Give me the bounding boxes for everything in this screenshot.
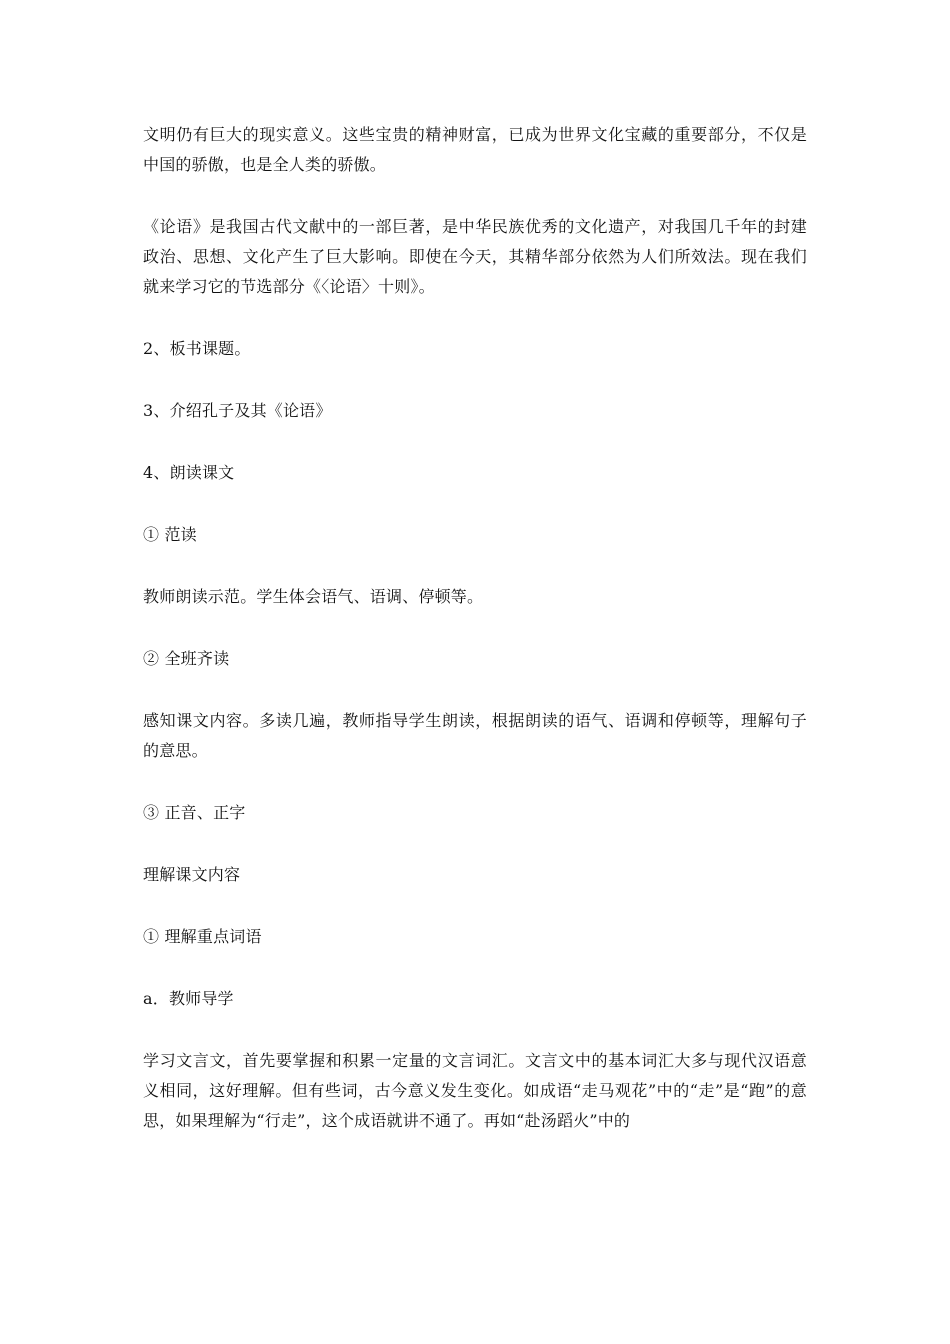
paragraph-4: 3、介绍孔子及其《论语》 xyxy=(143,401,332,420)
paragraph-3: 2、板书课题。 xyxy=(143,339,251,358)
paragraph-8: ② 全班齐读 xyxy=(143,649,230,668)
paragraph-12: ① 理解重点词语 xyxy=(143,927,262,946)
document-body xyxy=(143,120,807,1136)
paragraph-7: 教师朗读示范。学生体会语气、语调、停顿等。 xyxy=(143,587,484,606)
paragraph-11: 理解课文内容 xyxy=(143,865,241,884)
paragraph-10: ③ 正音、正字 xyxy=(143,803,246,822)
paragraph-2: 《论语》是我国古代文献中的一部巨著，是中华民族优秀的文化遗产，对我国几千年的封建政治、思想、文化产生了巨大影响。即使在今天，其精华部分依然为人们所效法。现在我们就来学习它的节选部分《〈论语〉十则》。 xyxy=(143,217,807,296)
paragraph-1: 文明仍有巨大的现实意义。这些宝贵的精神财富，已成为世界文化宝藏的重要部分，不仅是中国的骄傲，也是全人类的骄傲。 xyxy=(143,125,807,174)
paragraph-6: ① 范读 xyxy=(143,525,197,544)
paragraph-14: 学习文言文，首先要掌握和积累一定量的文言词汇。文言文中的基本词汇大多与现代汉语意义相同，这好理解。但有些词，古今意义发生变化。如成语“走马观花”中的“走”是“跑”的意思，如果理解为“行走”，这个成语就讲不通了。再如“赴汤蹈火”中的 xyxy=(143,1051,807,1130)
paragraph-9: 感知课文内容。多读几遍，教师指导学生朗读，根据朗读的语气、语调和停顿等，理解句子的意思。 xyxy=(143,711,807,760)
paragraph-13: a．教师导学 xyxy=(143,989,234,1008)
paragraph-5: 4、朗读课文 xyxy=(143,463,235,482)
